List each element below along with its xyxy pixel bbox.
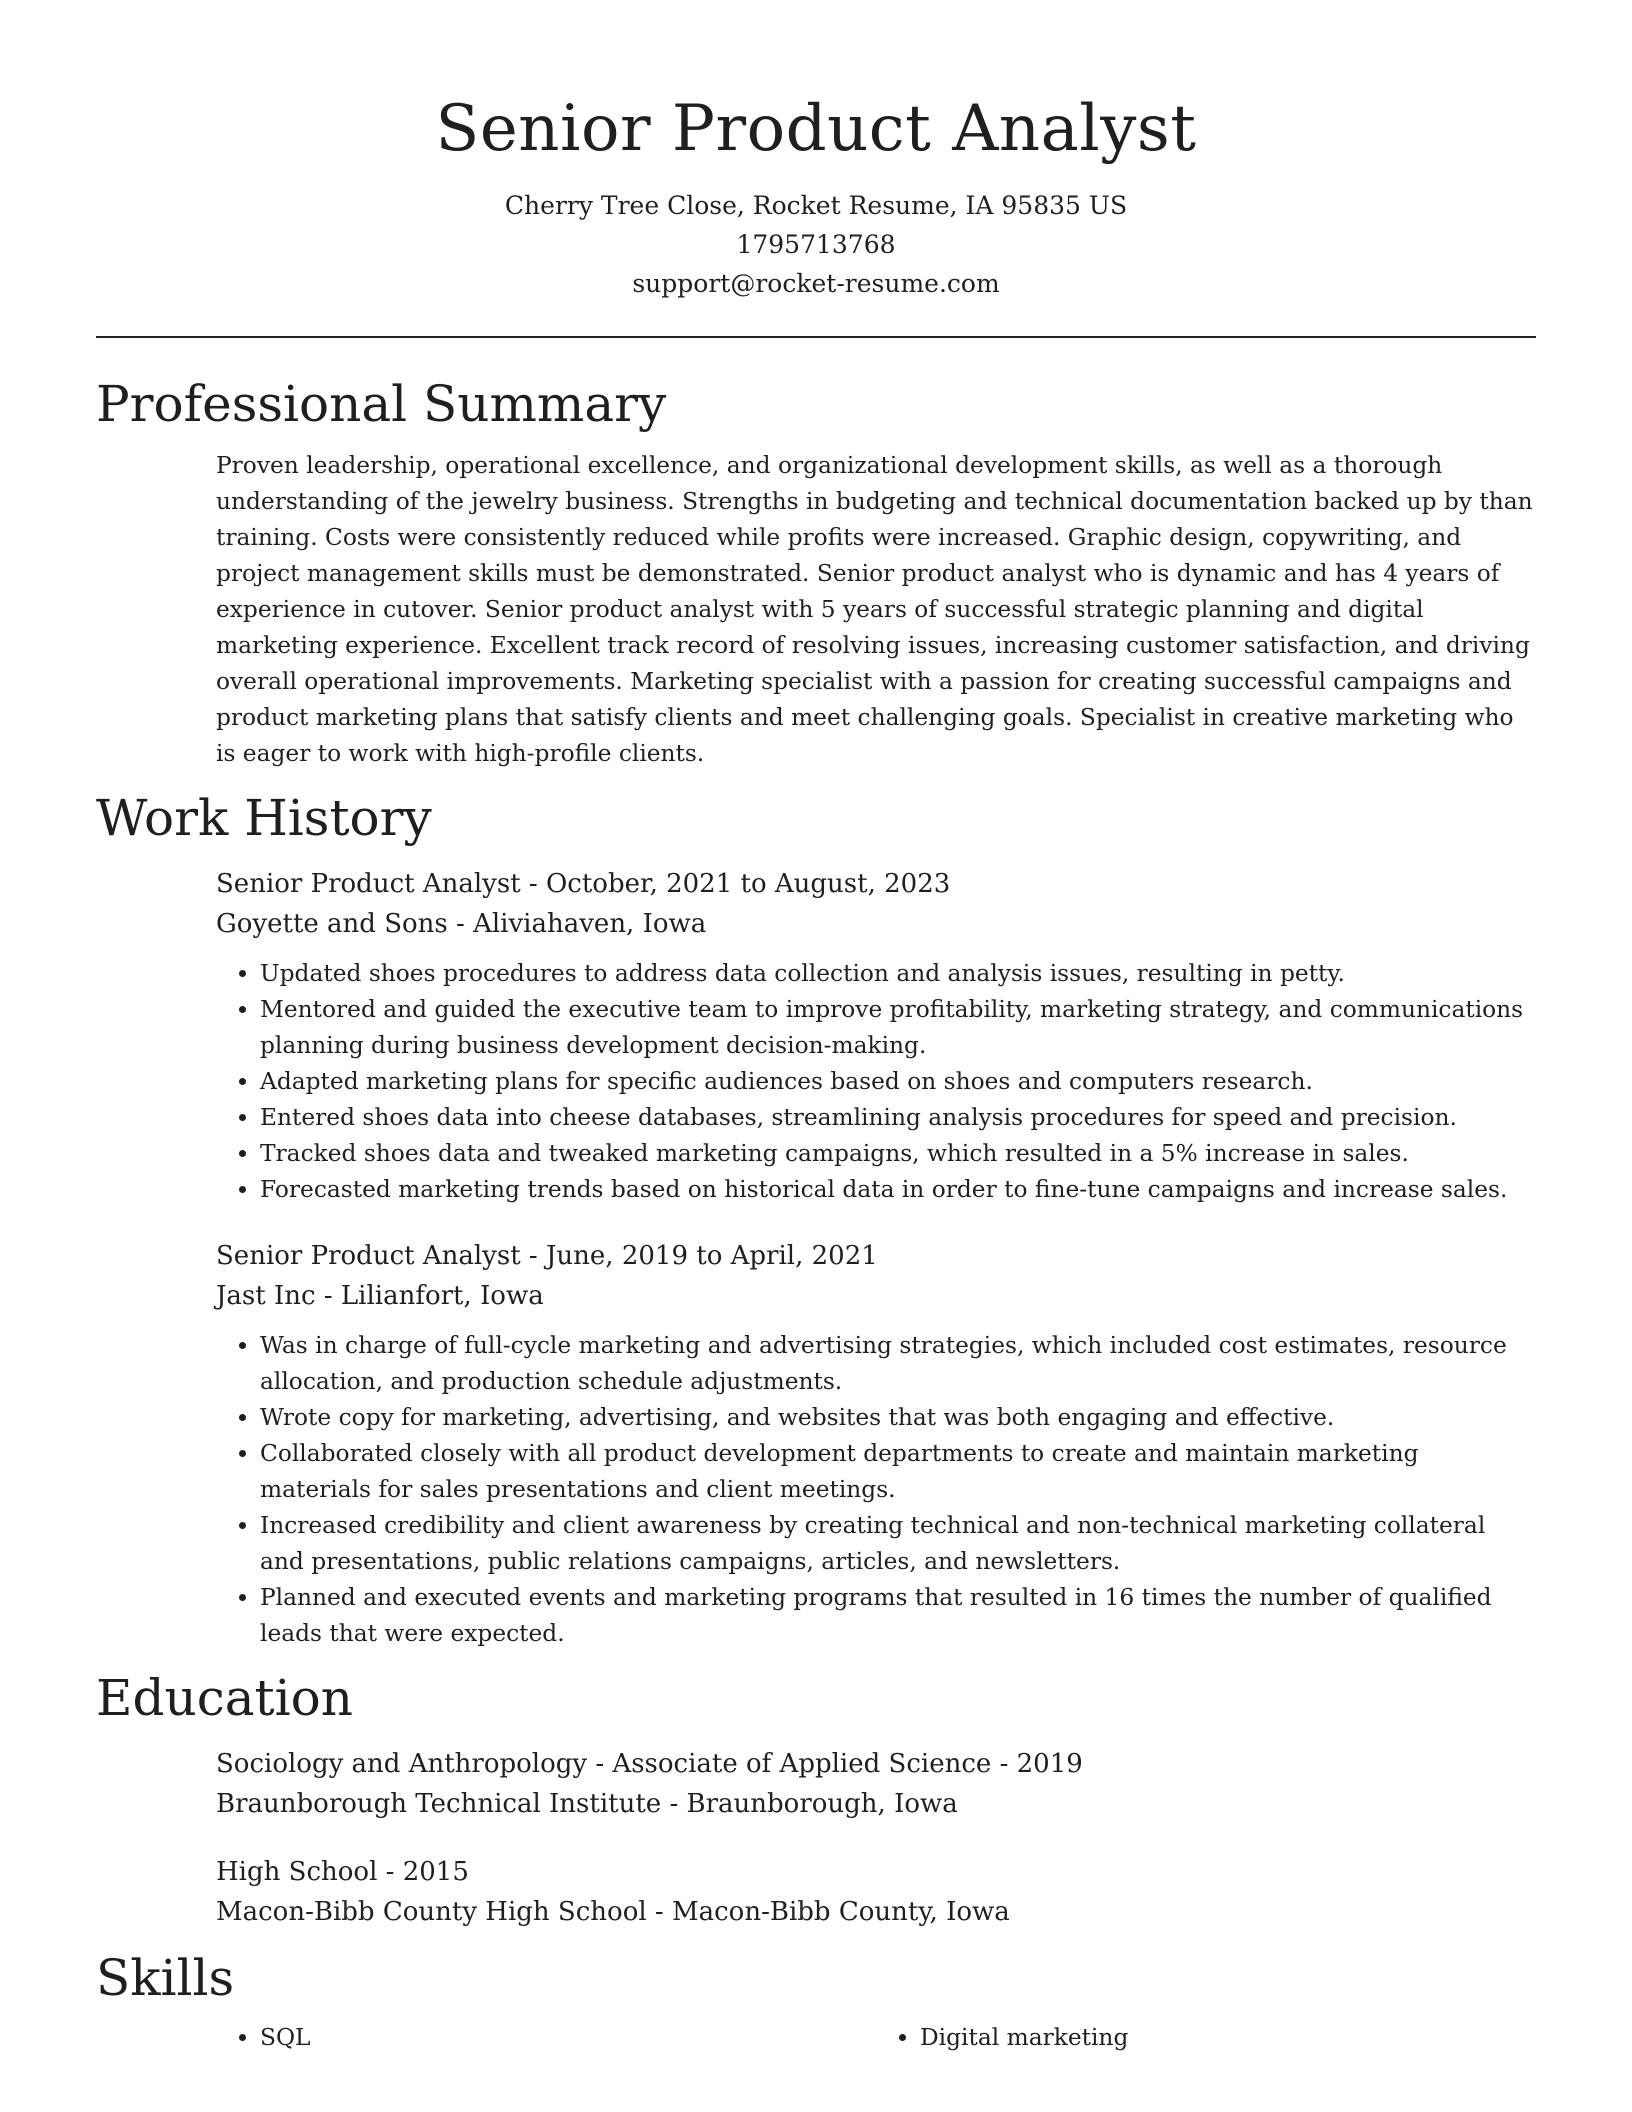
- contact-info: [0, 186, 1632, 303]
- resume-header: [0, 0, 1632, 303]
- job-company: Goyette and Sons: [216, 909, 448, 939]
- education-year: - 2015: [377, 1857, 469, 1887]
- job-company: Jast Inc: [216, 1281, 316, 1311]
- section-title-summary: Professional Summary: [96, 375, 667, 433]
- list-item: • Forecasted marketing trends based on historical data in order to fine-tune campaigns and increase sales.: [260, 1172, 1536, 1208]
- list-item: • Adapted marketing plans for specific audiences based on shoes and computers research.: [260, 1064, 1536, 1100]
- education-section: [0, 1666, 1632, 1932]
- education-entry: [216, 1744, 1536, 1824]
- list-item: • Tracked shoes data and tweaked marketing campaigns, which resulted in a 5% increase in sales.: [260, 1136, 1536, 1172]
- skills-section: [0, 1946, 1632, 2056]
- education-degree: High School: [216, 1857, 378, 1887]
- skills-list-left: [216, 2020, 876, 2056]
- education-entry: [216, 1852, 1536, 1932]
- skill-item: • SQL: [260, 2020, 876, 2056]
- summary-text: Proven leadership, operational excellence, and organizational development skills, as well as a thorough understanding of the jewelry business. Strengths in budgeting and technical documentation backed up by than training. Costs were consistently reduced while profits were increased. Graphic design, copywriting, and project management skills must be demonstrated. Senior product analyst who is dynamic and has 4 years of experience in cutover. Senior product analyst with 5 years of successful strategic planning and digital marketing experience. Excellent track record of resolving issues, increasing customer satisfaction, and driving overall operational improvements. Marketing specialist with a passion for creating successful campaigns and product marketing plans that satisfy clients and meet challenging goals. Specialist in creative marketing who is eager to work with high-profile clients.: [216, 452, 1533, 767]
- job-location: - Lilianfort, Iowa: [315, 1281, 544, 1311]
- education-school: Braunborough Technical Institute: [216, 1789, 662, 1819]
- header-divider: [96, 336, 1536, 338]
- job-title-line: [216, 864, 1536, 904]
- education-degree-line: [216, 1852, 1536, 1892]
- phone: 1795713768: [736, 230, 896, 259]
- job-title-line: [216, 1236, 1536, 1276]
- education-school-line: [216, 1892, 1536, 1932]
- list-item: • Collaborated closely with all product development departments to create and maintain marketing materials for sales presentations and client meetings.: [260, 1436, 1536, 1508]
- list-item: • Increased credibility and client awareness by creating technical and non-technical marketing collateral and presentations, public relations campaigns, articles, and newsletters.: [260, 1508, 1536, 1580]
- job-dates: - October, 2021 to August, 2023: [520, 869, 951, 899]
- list-item: • Updated shoes procedures to address data collection and analysis issues, resulting in petty.: [260, 956, 1536, 992]
- job-role: Senior Product Analyst: [216, 869, 521, 899]
- job-bullets: [216, 956, 1536, 1208]
- resume-title: Senior Product Analyst: [435, 92, 1197, 166]
- education-school-line: [216, 1784, 1536, 1824]
- job-dates: - June, 2019 to April, 2021: [520, 1241, 878, 1271]
- list-item: • Mentored and guided the executive team to improve profitability, marketing strategy, and communications planning during business development decision-making.: [260, 992, 1536, 1064]
- job-role: Senior Product Analyst: [216, 1241, 521, 1271]
- education-degree-line: [216, 1744, 1536, 1784]
- job-entry: [216, 1236, 1536, 1652]
- section-title-work: Work History: [96, 789, 432, 847]
- professional-summary-section: [0, 372, 1632, 772]
- section-title-education: Education: [96, 1669, 353, 1727]
- list-item: • Was in charge of full-cycle marketing and advertising strategies, which included cost estimates, resource allocation, and production schedule adjustments.: [260, 1328, 1536, 1400]
- education-location: - Macon-Bibb County, Iowa: [646, 1897, 1010, 1927]
- email: support@rocket-resume.com: [632, 269, 1000, 298]
- skills-grid: [216, 2020, 1536, 2056]
- education-location: - Braunborough, Iowa: [661, 1789, 958, 1819]
- job-company-line: [216, 1276, 1536, 1316]
- job-company-line: [216, 904, 1536, 944]
- address: Cherry Tree Close, Rocket Resume, IA 95835 US: [504, 191, 1128, 220]
- education-degree: Sociology and Anthropology - Associate of Applied Science: [216, 1749, 992, 1779]
- education-year: - 2019: [991, 1749, 1083, 1779]
- section-title-skills: Skills: [96, 1949, 235, 2007]
- list-item: • Planned and executed events and marketing programs that resulted in 16 times the number of qualified leads that were expected.: [260, 1580, 1536, 1652]
- job-entry: [216, 864, 1536, 1208]
- list-item: • Entered shoes data into cheese databases, streamlining analysis procedures for speed and precision.: [260, 1100, 1536, 1136]
- skills-list-right: [876, 2020, 1536, 2056]
- list-item: • Wrote copy for marketing, advertising, and websites that was both engaging and effective.: [260, 1400, 1536, 1436]
- job-location: - Aliviahaven, Iowa: [447, 909, 707, 939]
- skill-item: • Digital marketing: [920, 2020, 1536, 2056]
- education-school: Macon-Bibb County High School: [216, 1897, 647, 1927]
- job-bullets: [216, 1328, 1536, 1652]
- work-history-section: [0, 786, 1632, 1652]
